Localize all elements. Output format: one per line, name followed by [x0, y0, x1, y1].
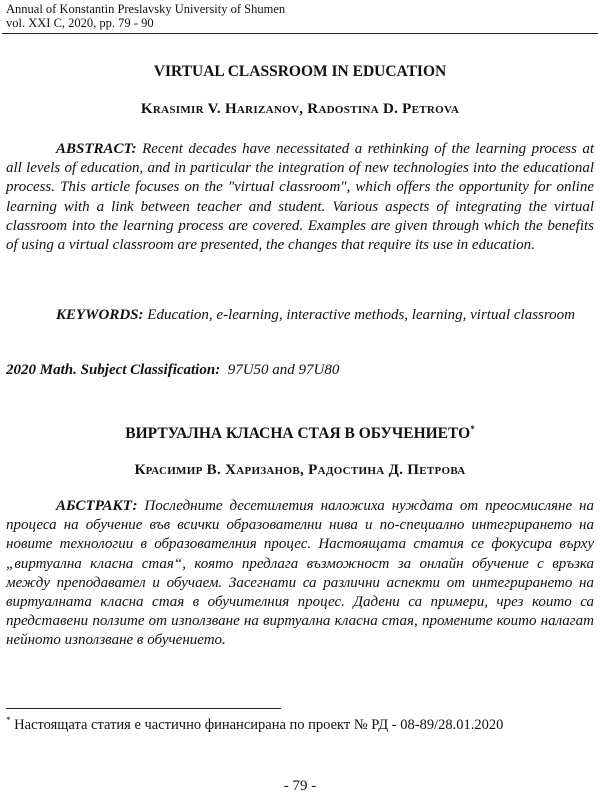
- footnote-rule: [6, 708, 281, 709]
- english-authors: Krasimir V. Harizanov, Radostina D. Petrova: [140, 101, 460, 117]
- msc-codes: 97U50 and 97U80: [227, 362, 340, 378]
- bg-abstract-text: Последните десетилетия наложиха нуждата от преосмисляне на процеса на обучение във всички образователни нива и по-специално интегрирането на новите технологии в образователния процес. Настоящата статия се фокусира върху „виртуална класна стая“, която предлага възможност за онлайн обучение с връзка между преподавател и обучаем. Засегнати са различни аспекти от интегрирането на виртуалната класна стая в обучителния процес. Дадени са примери, чрез които са представени ползите от използване на виртуална класна стая, промените които налагат нейното използване в обучението.: [6, 498, 594, 649]
- msc-label: 2020 Math. Subject Classification:: [6, 362, 221, 378]
- english-keywords: [6, 306, 594, 325]
- volume-info: vol. XXI C, 2020, pp. 79 - 90: [6, 16, 154, 30]
- footnote-ref: *: [470, 423, 475, 434]
- bulgarian-authors: Красимир В. Харизанов, Радостина Д. Петрова: [134, 462, 466, 478]
- bg-abstract-label: АБСТРАКТ:: [56, 498, 138, 514]
- header-rule: [2, 33, 598, 34]
- journal-name: Annual of Konstantin Preslavsky University of Shumen: [6, 2, 286, 16]
- footnote: [6, 716, 594, 735]
- footnote-mark: *: [6, 715, 11, 726]
- bulgarian-title-text: ВИРТУАЛНА КЛАСНА СТАЯ В ОБУЧЕНИЕТО: [125, 425, 471, 442]
- english-title: VIRTUAL CLASSROOM IN EDUCATION: [153, 63, 447, 80]
- bulgarian-abstract: [6, 497, 594, 651]
- abstract-label: ABSTRACT:: [56, 141, 137, 157]
- page-number: - 79 -: [283, 778, 317, 794]
- running-header: [6, 2, 285, 30]
- keywords-text: Education, e-learning, interactive methods, learning, virtual classroom: [147, 307, 575, 323]
- keywords-label: KEYWORDS:: [56, 307, 144, 323]
- bulgarian-title: [0, 425, 600, 443]
- footnote-text: Настоящата статия е частично финансирана по проект № РД - 08-89/28.01.2020: [14, 717, 504, 733]
- subject-classification: [6, 362, 339, 379]
- english-abstract: [6, 140, 594, 255]
- abstract-text: Recent decades have necessitated a rethinking of the learning process at all levels of education, and in particular the integration of new technologies into the educational process. This article focuses on the "virtual classroom", which offers the opportunity for online learning with a link between teacher and student. Various aspects of integrating the virtual classroom into the learning process are covered. Examples are given through which the benefits of using a virtual classroom are presented, the changes that require its use in education.: [6, 141, 594, 254]
